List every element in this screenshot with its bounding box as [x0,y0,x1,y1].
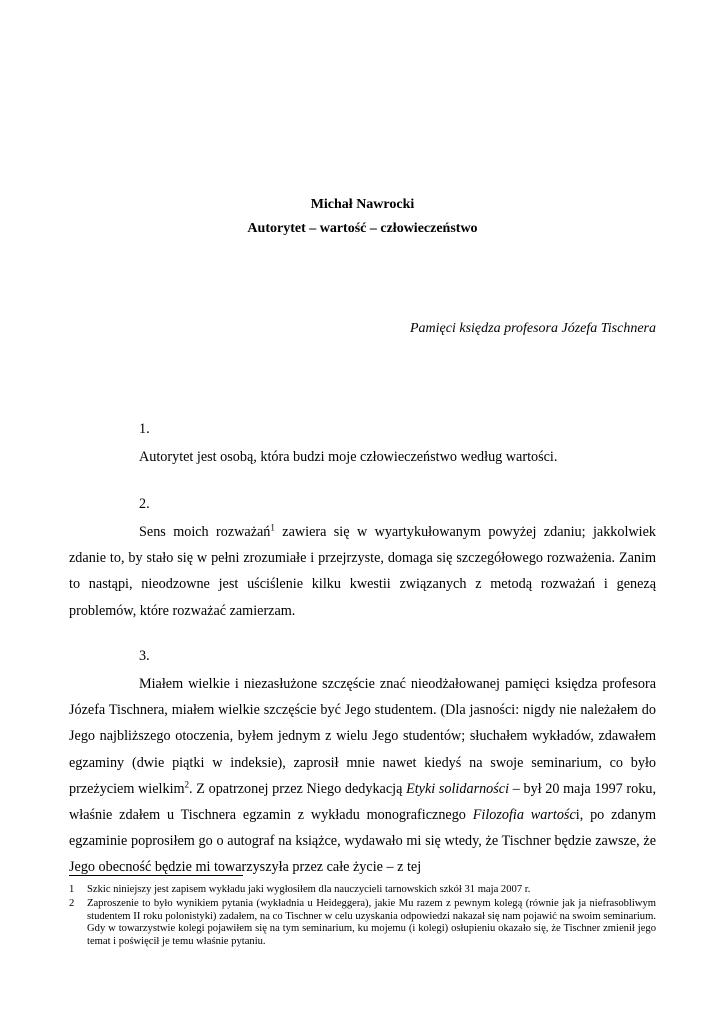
dedication: Pamięci księdza profesora Józefa Tischnera [409,321,656,336]
section-3-text-d: i, po zdanym egzaminie poprosiłem go o autograf na książce, wydawało mi się wtedy, że Tischner będzie zawsze, że Jego obecność będzie mi towarzyszyła przez całe życie – z tej [69,807,657,876]
section-number: 1. [139,421,150,437]
section-1-paragraph [69,444,656,470]
footnote-ref: 2 [184,779,190,790]
footnote-separator [69,875,243,876]
lecture-title-italic: Filozofia wartośc [472,807,576,824]
section-3-text-b: . Z opatrzonej przez Niego dedykacją [189,780,407,797]
book-title-italic: Etyki solidarności [406,780,510,797]
section-3-text-c: – był 20 maja 1997 roku, właśnie zdałem u Tischnera egzamin z wykładu monograficznego [69,780,656,824]
document-title: Autorytet – wartość – człowieczeństwo [247,221,478,236]
footnote [69,884,656,897]
section-number: 3. [139,648,150,664]
section-1-text: Autorytet jest osobą, która budzi moje człowieczeństwo według wartości. [139,449,558,465]
section-2-text-a: Sens moich rozważań [139,524,271,540]
footnote-text: Zaproszenie to było wynikiem pytania (wykładnia u Heideggera), jakie Mu razem z pewnym kolegą (równie jak ja niefrasobliwym studentem II roku polonistyki) zadałem, na co Tischner w celu uzyskania odpowiedzi nakazał się nam pojawić na swoim seminarium. Gdy w towarzystwie kolegi pojawiłem się na tym seminarium, ku mojemu (i kolegi) osłupieniu okazało się, że Tischner zmienił jego temat i poświęcił je temu właśnie pytaniu. [87,898,656,947]
section-3-paragraph [69,671,656,881]
section-2-paragraph [69,519,656,624]
footnote-number: 1 [69,884,75,895]
section-2-text-b: zawiera się w wyartykułowanym powyżej zdaniu; jakkolwiek zdanie to, by stało się w pełni zrozumiałe i przejrzyste, domaga się szczegółowego rozważenia. Zanim to nastąpi, nieodzowne jest uściślenie kilku kwestii związanych z metodą rozważań i genezą problemów, które rozważać zamierzam. [69,524,656,619]
section-number: 2. [139,496,150,512]
section-3-text-a: Miałem wielkie i niezasłużone szczęście znać nieodżałowanej pamięci księdza profesora Józefa Tischnera, miałem wielkie szczęście być Jego studentem. (Dla jasności: nigdy nie należałem do Jego najbliższego otoczenia, byłem jednym z wielu Jego studentów; słuchałem wykładów, zdawałem egzaminy (dwie piątki w indeksie), zaprosił mnie nawet kiedyś na swoje seminarium, co było przeżyciem wielkim [69,676,656,797]
footnote-ref: 1 [270,522,275,533]
footnote [69,898,656,948]
footnote-number: 2 [69,898,75,909]
author-name: Michał Nawrocki [310,197,415,212]
footnote-text: Szkic niniejszy jest zapisem wykładu jaki wygłosiłem dla nauczycieli tarnowskich szkół 31 maja 2007 r. [87,884,531,895]
